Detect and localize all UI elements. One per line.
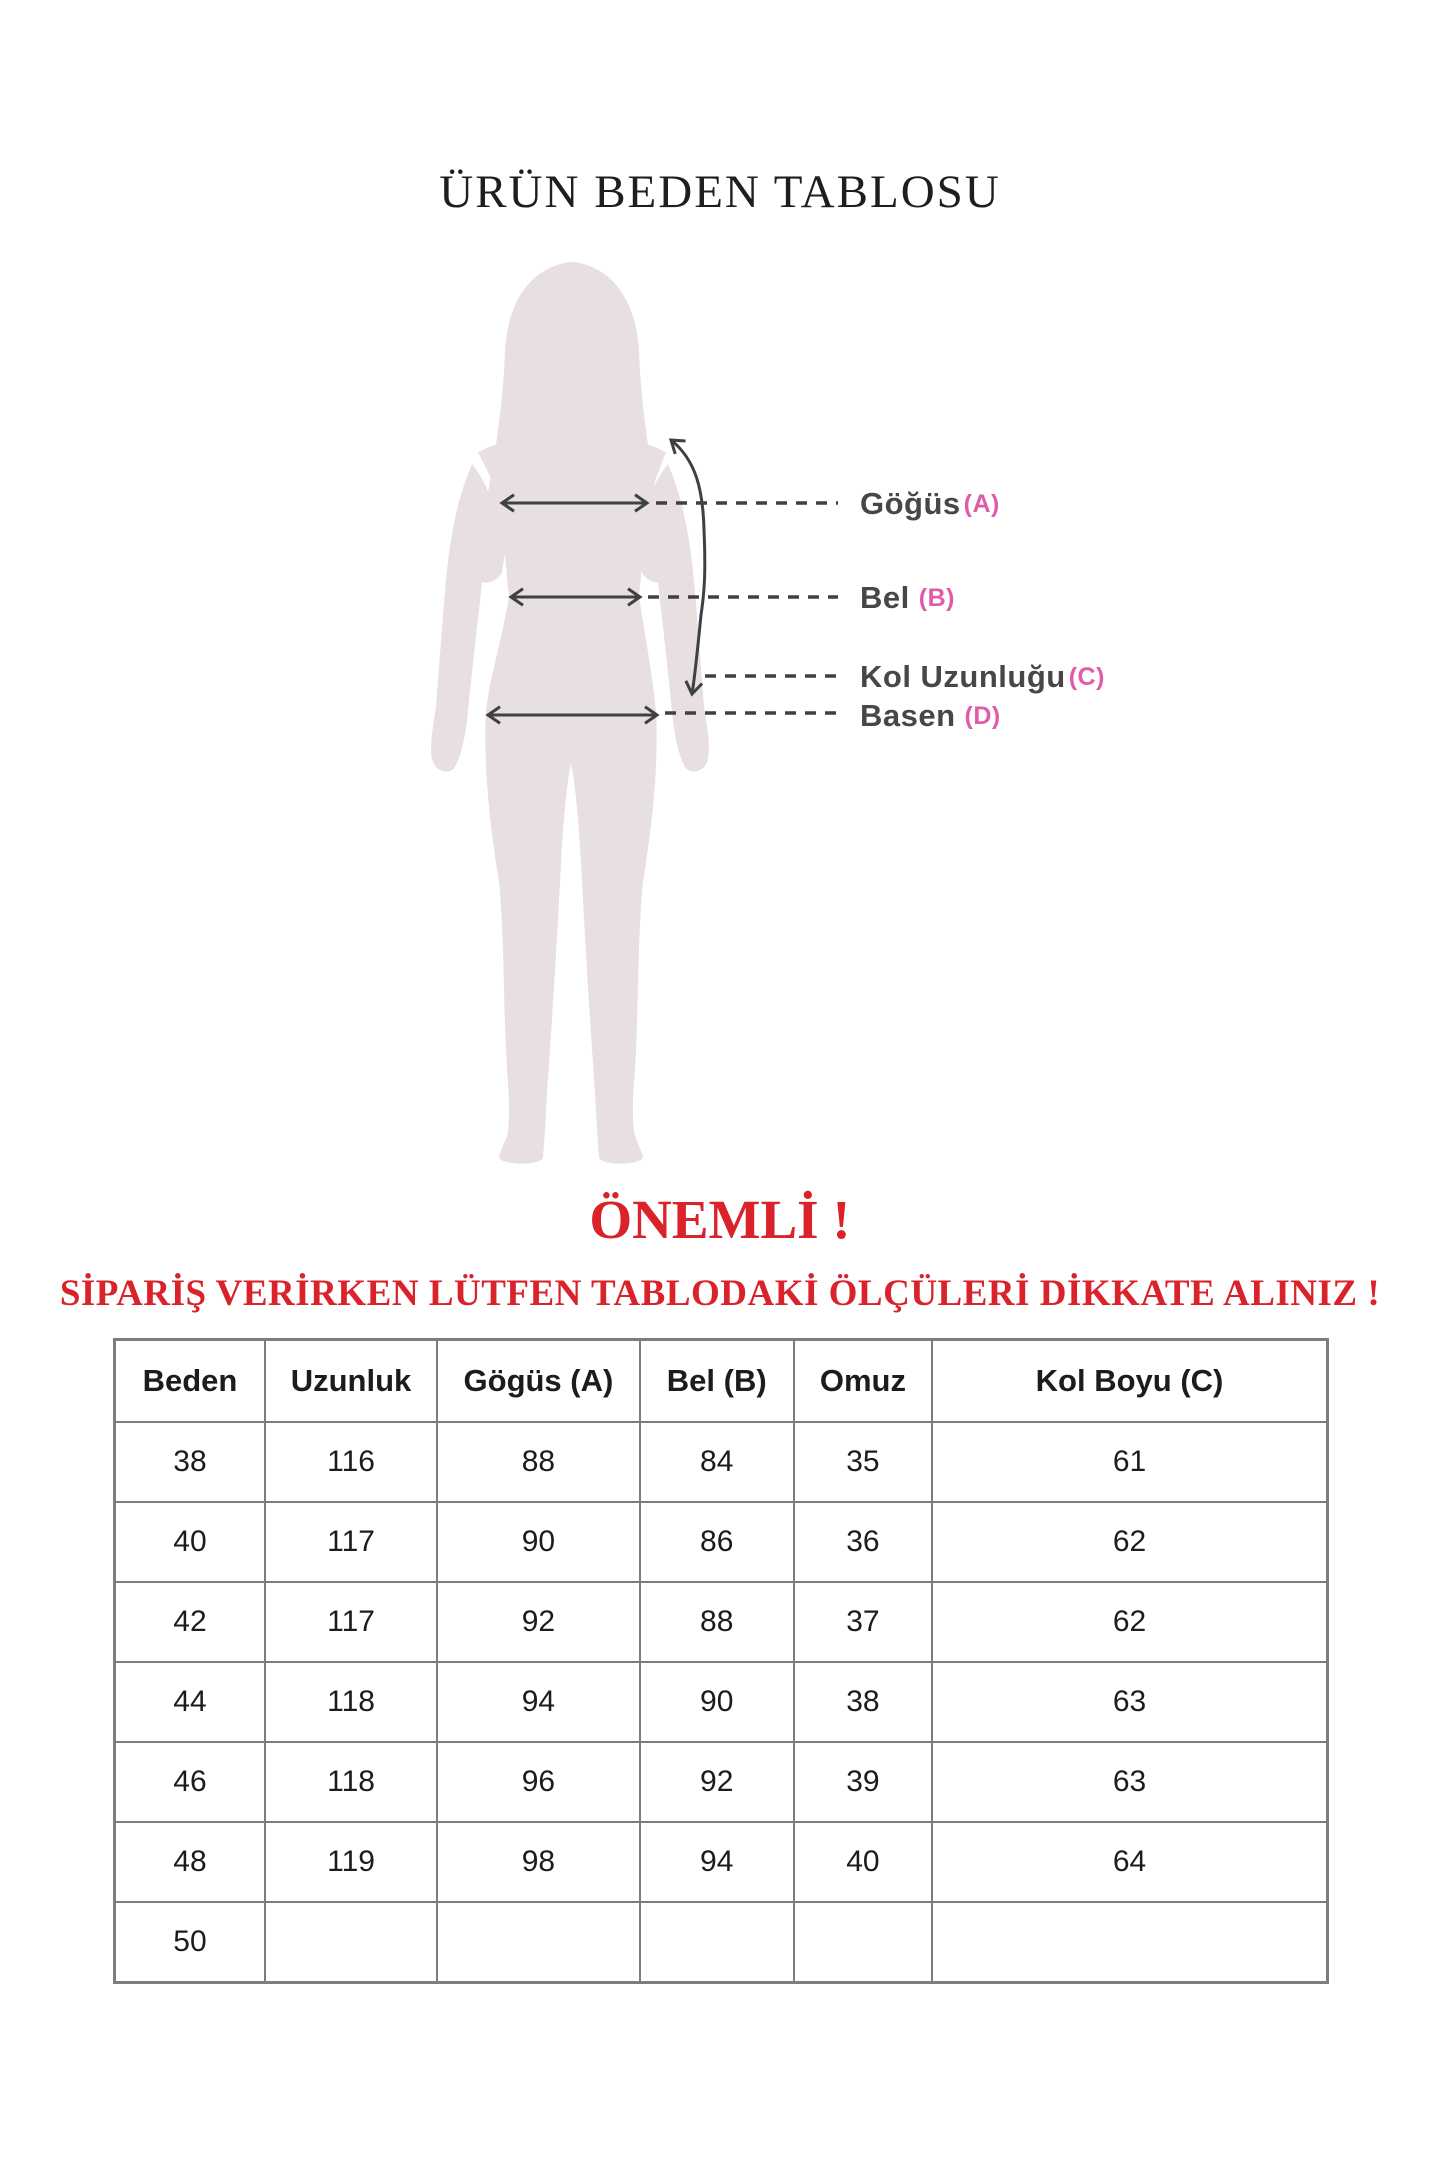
col-header-kol-boyu: Kol Boyu (C) xyxy=(932,1340,1327,1423)
header-row xyxy=(115,1340,1328,1423)
important-heading: ÖNEMLİ ! xyxy=(589,1189,851,1250)
table-cell: 39 xyxy=(794,1742,932,1822)
table-cell: 94 xyxy=(437,1662,640,1742)
col-header-beden: Beden xyxy=(115,1340,265,1423)
table-cell: 117 xyxy=(265,1582,437,1662)
table-row xyxy=(115,1662,1328,1742)
table-cell xyxy=(640,1902,794,1983)
table-cell: 40 xyxy=(794,1822,932,1902)
table-row xyxy=(115,1742,1328,1822)
body-measurement-diagram xyxy=(0,240,1440,1190)
col-header-omuz: Omuz xyxy=(794,1340,932,1423)
table-cell: 88 xyxy=(437,1422,640,1502)
table-cell: 119 xyxy=(265,1822,437,1902)
table-cell: 46 xyxy=(115,1742,265,1822)
table-cell: 84 xyxy=(640,1422,794,1502)
table-cell: 118 xyxy=(265,1662,437,1742)
table-cell: 86 xyxy=(640,1502,794,1582)
table-cell: 50 xyxy=(115,1902,265,1983)
silhouette-left-arm xyxy=(431,464,492,771)
table-row xyxy=(115,1582,1328,1662)
label-text: Kol Uzunluğu xyxy=(860,659,1066,694)
table-cell: 63 xyxy=(932,1742,1327,1822)
measurement-label-chest xyxy=(860,486,1000,521)
label-text: Basen xyxy=(860,698,956,733)
table-cell: 88 xyxy=(640,1582,794,1662)
table-cell: 117 xyxy=(265,1502,437,1582)
size-table-header xyxy=(115,1340,1328,1423)
table-cell: 118 xyxy=(265,1742,437,1822)
table-row xyxy=(115,1822,1328,1902)
table-cell: 96 xyxy=(437,1742,640,1822)
col-header-gogus: Gögüs (A) xyxy=(437,1340,640,1423)
table-cell xyxy=(932,1902,1327,1983)
size-table xyxy=(113,1338,1329,1984)
table-cell: 94 xyxy=(640,1822,794,1902)
order-warning-text: SİPARİŞ VERİRKEN LÜTFEN TABLODAKİ ÖLÇÜLERİ DİKKATE ALINIZ ! xyxy=(59,1273,1381,1314)
size-table-body xyxy=(115,1422,1328,1983)
label-text: Bel xyxy=(860,580,910,615)
measurement-label-hip xyxy=(860,698,1001,733)
col-header-uzunluk: Uzunluk xyxy=(265,1340,437,1423)
table-cell: 38 xyxy=(115,1422,265,1502)
table-row xyxy=(115,1422,1328,1502)
table-cell xyxy=(265,1902,437,1983)
silhouette-torso-legs xyxy=(478,432,666,1164)
label-code: (B) xyxy=(918,584,955,612)
label-code: (C) xyxy=(1068,663,1105,691)
table-cell: 36 xyxy=(794,1502,932,1582)
table-cell: 62 xyxy=(932,1582,1327,1662)
label-code: (D) xyxy=(964,702,1001,730)
label-code: (A) xyxy=(963,490,1000,518)
table-cell: 90 xyxy=(437,1502,640,1582)
measurement-label-arm-length xyxy=(860,659,1105,694)
table-cell: 38 xyxy=(794,1662,932,1742)
table-cell: 90 xyxy=(640,1662,794,1742)
table-cell xyxy=(794,1902,932,1983)
table-cell: 64 xyxy=(932,1822,1327,1902)
label-text: Göğüs xyxy=(860,486,961,521)
table-cell: 48 xyxy=(115,1822,265,1902)
table-row xyxy=(115,1502,1328,1582)
table-cell: 63 xyxy=(932,1662,1327,1742)
measurement-label-waist xyxy=(860,580,955,615)
page-title: ÜRÜN BEDEN TABLOSU xyxy=(439,166,1001,218)
table-cell: 116 xyxy=(265,1422,437,1502)
table-cell: 92 xyxy=(640,1742,794,1822)
table-cell: 37 xyxy=(794,1582,932,1662)
table-cell: 62 xyxy=(932,1502,1327,1582)
table-row xyxy=(115,1902,1328,1983)
table-cell: 42 xyxy=(115,1582,265,1662)
table-cell: 92 xyxy=(437,1582,640,1662)
table-cell xyxy=(437,1902,640,1983)
table-cell: 98 xyxy=(437,1822,640,1902)
table-cell: 35 xyxy=(794,1422,932,1502)
table-cell: 61 xyxy=(932,1422,1327,1502)
col-header-bel: Bel (B) xyxy=(640,1340,794,1423)
table-cell: 40 xyxy=(115,1502,265,1582)
table-cell: 44 xyxy=(115,1662,265,1742)
